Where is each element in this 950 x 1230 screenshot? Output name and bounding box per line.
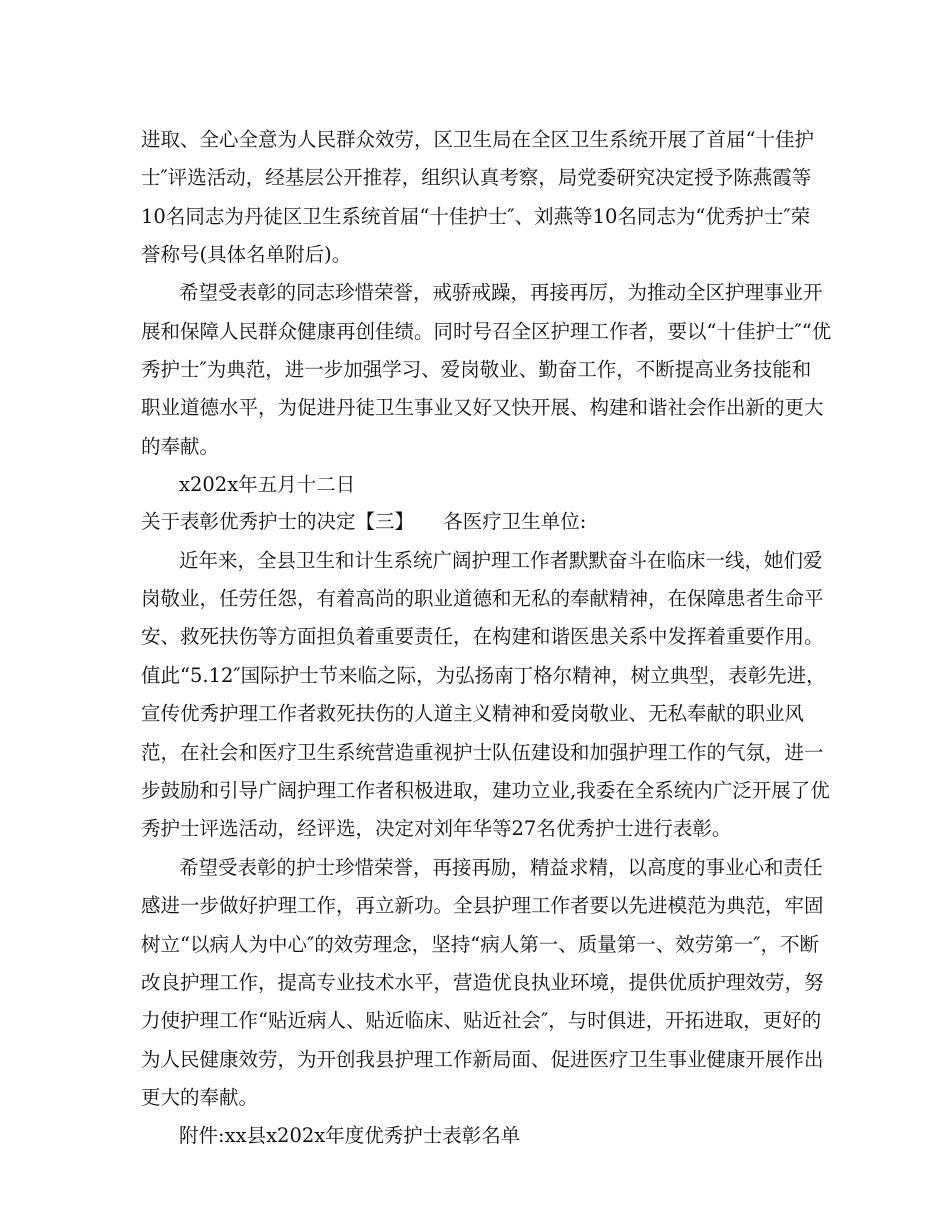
text-line: 树立“以病人为中心″的效劳理念，坚持“病人第一、质量第一、效劳第一″，不断 [141, 933, 820, 956]
text-line: 誉称号(具体名单附后)。 [141, 243, 352, 266]
section-heading: 关于表彰优秀护士的决定【三】 各医疗卫生单位: [141, 510, 587, 533]
text-line: 秀护士″为典范，进一步加强学习、爱岗敬业、勤奋工作，不断提高业务技能和 [141, 358, 812, 381]
text-line: 进取、全心全意为人民群众效劳，区卫生局在全区卫生系统开展了首届“十佳护 [141, 128, 814, 151]
text-line: 近年来，全县卫生和计生系统广阔护理工作者默默奋斗在临床一线，她们爱 [179, 549, 823, 572]
text-line: 值此“5.12″国际护士节来临之际，为弘扬南丁格尔精神，树立典型，表彰先进， [141, 664, 826, 687]
text-line: 更大的奉献。 [141, 1086, 259, 1109]
text-line: 的奉献。 [141, 435, 220, 458]
text-line: 安、救死扶伤等方面担负着重要责任，在构建和谐医患关系中发挥着重要作用。 [141, 625, 824, 648]
text-line: 展和保障人民群众健康再创佳绩。同时号召全区护理工作者，要以“十佳护士″“优 [141, 320, 832, 343]
text-line: 希望受表彰的同志珍惜荣誉，戒骄戒躁，再接再厉，为推动全区护理事业开 [179, 281, 823, 304]
text-line: 岗敬业，任劳任怨，有着高尚的职业道德和无私的奉献精神，在保障患者生命平 [141, 587, 824, 610]
text-line: 为人民健康效劳，为开创我县护理工作新局面、促进医疗卫生事业健康开展作出 [141, 1048, 824, 1071]
text-line: 10名同志为丹徒区卫生系统首届“十佳护士″、刘燕等10名同志为“优秀护士″荣 [141, 205, 811, 228]
text-line: 士″评选活动，经基层公开推荐，组织认真考察，局党委研究决定授予陈燕霞等 [141, 166, 812, 189]
text-line: 职业道德水平，为促进丹徒卫生事业又好又快开展、构建和谐社会作出新的更大 [141, 396, 824, 419]
text-line: 改良护理工作，提高专业技术水平，营造优良执业环境，提供优质护理效劳，努 [141, 971, 824, 994]
attachment-line: 附件:xx县x202x年度优秀护士表彰名单 [179, 1124, 521, 1147]
text-line: 感进一步做好护理工作，再立新功。全县护理工作者要以先进模范为典范，牢固 [141, 894, 824, 917]
text-line: 步鼓励和引导广阔护理工作者积极进取，建功立业,我委在全系统内广泛开展了优 [141, 779, 830, 802]
text-line: 宣传优秀护理工作者救死扶伤的人道主义精神和爱岗敬业、无私奉献的职业风 [141, 702, 805, 725]
text-line: 范，在社会和医疗卫生系统营造重视护士队伍建设和加强护理工作的气氛，进一 [141, 741, 824, 764]
text-line: 力使护理工作“贴近病人、贴近临床、贴近社会″，与时俱进，开拓进取，更好的 [141, 1009, 822, 1032]
date-line: x202x年五月十二日 [179, 473, 356, 496]
text-line: 希望受表彰的护士珍惜荣誉，再接再励，精益求精，以高度的事业心和责任 [179, 856, 823, 879]
text-line: 秀护士评选活动，经评选，决定对刘年华等27名优秀护士进行表彰。 [141, 817, 732, 840]
